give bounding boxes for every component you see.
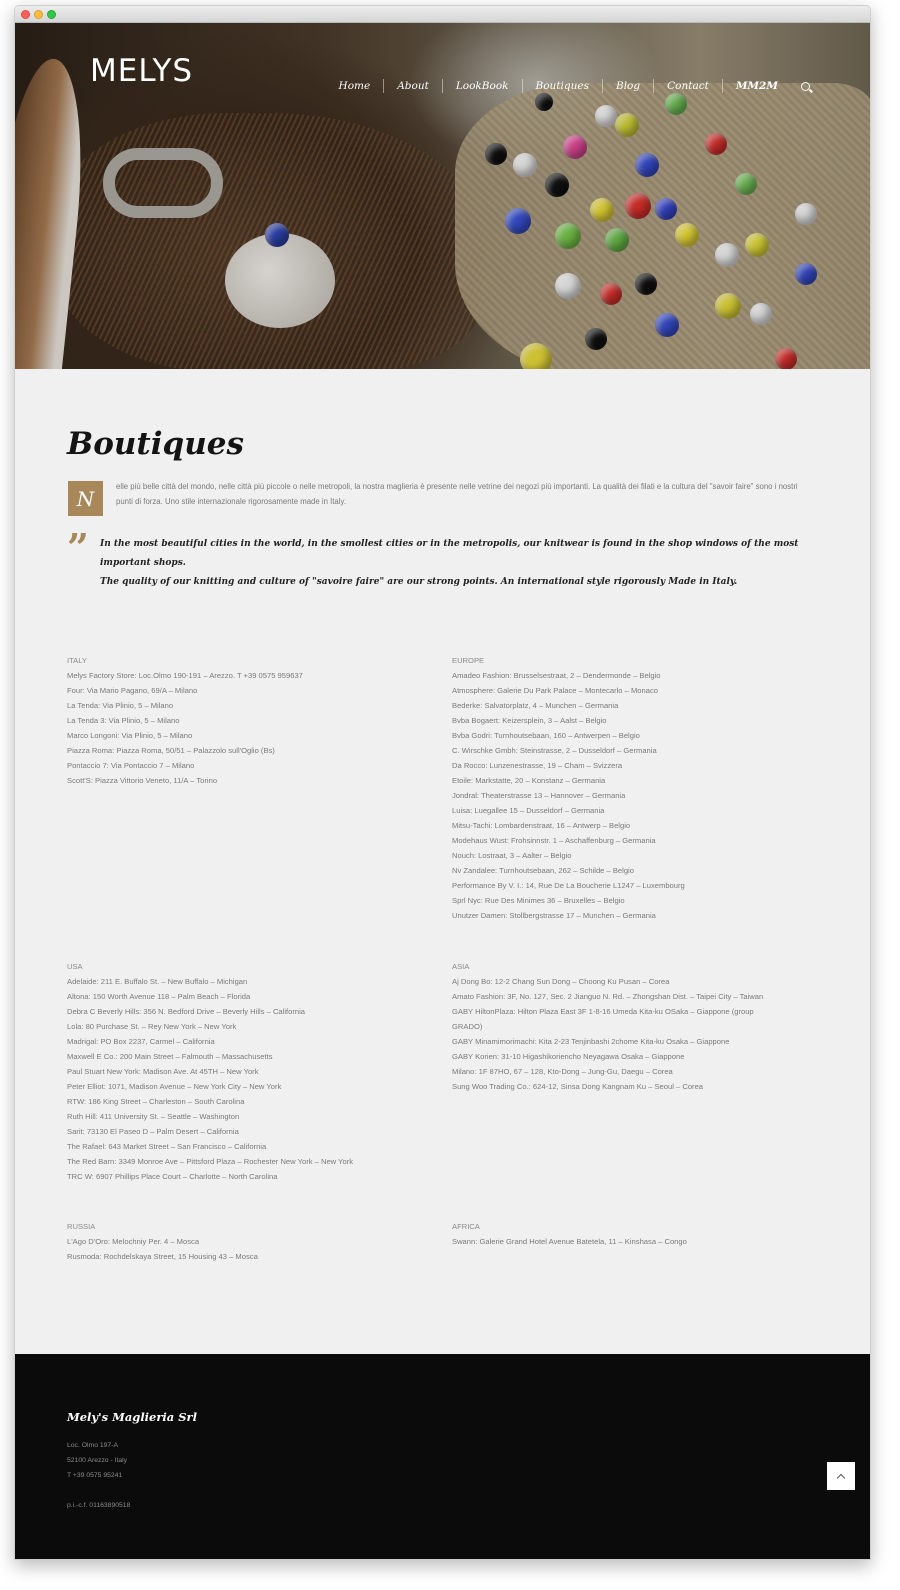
store-item: Swann: Galerie Grand Hotel Avenue Batetela, 11 – Kinshasa – Congo xyxy=(452,1237,687,1246)
store-item: GABY Korien: 31-10 Higashikoriencho Neyagawa Osaka – Giappone xyxy=(452,1052,685,1061)
store-list xyxy=(67,1234,437,1264)
store-item: Da Rocco: Lunzenestrasse, 19 – Cham – Svizzera xyxy=(452,761,623,770)
store-list xyxy=(67,668,437,788)
store-item: Piazza Roma: Piazza Roma, 50/51 – Palazzolo sull'Oglio (Bs) xyxy=(67,746,275,755)
store-item: GABY HiltonPlaza: Hilton Plaza East 3F 1-8-16 Umeda Kita-ku OSaka – Giappone (group xyxy=(452,1007,754,1016)
store-item: Sarit: 73130 El Paseo D – Palm Desert – California xyxy=(67,1127,239,1136)
store-item: Etoile: Markstatte, 20 – Konstanz – Germania xyxy=(452,776,606,785)
quote-icon: ” xyxy=(67,525,89,570)
store-list xyxy=(452,1234,822,1249)
store-item: Peter Elliot: 1071, Madison Avenue – New York City – New York xyxy=(67,1082,282,1091)
store-item: GABY Minamimorimachi: Kita 2-23 Tenjinbashi 2chome Kita-ku Osaka – Giappone xyxy=(452,1037,730,1046)
store-list xyxy=(452,974,822,1094)
store-item: Debra C Beverly Hills: 356 N. Bedford Drive – Beverly Hills – California xyxy=(67,1007,306,1016)
quote-line-1: In the most beautiful cities in the world, in the smollest cities or in the metropolis, our knitwear is found in the shop windows of the most important shops. xyxy=(100,539,799,568)
region-title: ITALY xyxy=(67,656,87,665)
page-title: Boutiques xyxy=(67,426,244,462)
store-item: Bederke: Salvatorplatz, 4 – Munchen – Germania xyxy=(452,701,619,710)
window-titlebar xyxy=(15,6,870,23)
store-item: TRC W: 6907 Phillips Place Court – Charlotte – North Carolina xyxy=(67,1172,278,1181)
footer-address-1: Loc. Olmo 197-A xyxy=(67,1442,118,1449)
search-icon[interactable] xyxy=(801,82,810,91)
store-item: La Tenda 3: Via Plinio, 5 – Milano xyxy=(67,716,180,725)
nav-home[interactable]: Home xyxy=(338,80,371,92)
region-europe xyxy=(452,653,822,923)
store-list xyxy=(67,974,437,1184)
chevron-up-icon xyxy=(837,1473,845,1481)
store-item: Atmosphere: Galerie Du Park Palace – Montecarlo – Monaco xyxy=(452,686,658,695)
store-item: Scott'S: Piazza Vittorio Veneto, 11/A – Torino xyxy=(67,776,218,785)
store-item: Bvba Bogaert: Keizersplein, 3 – Aalst – Belgio xyxy=(452,716,607,725)
region-title: EUROPE xyxy=(452,656,485,665)
company-name: Mely's Maglieria Srl xyxy=(67,1410,197,1424)
store-item: Melys Factory Store: Loc.Olmo 190-191 – Arezzo. T +39 0575 959637 xyxy=(67,671,303,680)
nav-blog[interactable]: Blog xyxy=(602,79,653,93)
region-africa xyxy=(452,1219,822,1249)
store-item: GRADO) xyxy=(452,1022,483,1031)
footer-vat: p.i.-c.f. 01163890518 xyxy=(67,1502,131,1509)
hero-header xyxy=(15,23,871,369)
store-item: Nv Zandalee: Turnhoutsebaan, 262 – Schilde – Belgio xyxy=(452,866,634,875)
nav-boutiques[interactable]: Boutiques xyxy=(522,79,602,93)
store-item: Performance By V. I.: 14, Rue De La Boucherie L1247 – Luxembourg xyxy=(452,881,685,890)
minimize-window-button[interactable] xyxy=(34,10,43,19)
quote-line-2: The quality of our knitting and culture of "savoire faire" are our strong points. An international style rigorously Made in Italy. xyxy=(100,577,738,587)
region-russia xyxy=(67,1219,437,1264)
store-item: Paul Stuart New York: Madison Ave. At 45TH – New York xyxy=(67,1067,259,1076)
store-item: Altona: 150 Worth Avenue 118 – Palm Beach – Florida xyxy=(67,992,251,1001)
store-item: The Rafael: 643 Market Street – San Francisco – California xyxy=(67,1142,267,1151)
store-item: Amato Fashion: 3F, No. 127, Sec. 2 Jianguo N. Rd. – Zhongshan Dist. – Taipei City – Taiwan xyxy=(452,992,764,1001)
region-title: USA xyxy=(67,962,83,971)
store-item: Rusmoda: Rochdelskaya Street, 15 Housing 43 – Mosca xyxy=(67,1252,258,1261)
store-item: C. Wirschke Gmbh: Steinstrasse, 2 – Dusseldorf – Germania xyxy=(452,746,657,755)
nav-lookbook[interactable]: LookBook xyxy=(442,79,522,93)
store-item: Sung Woo Trading Co.: 624-12, Sinsa Dong Kangnam Ku – Seoul – Corea xyxy=(452,1082,704,1091)
store-item: Maxwell E Co.: 200 Main Street – Falmouth – Massachusetts xyxy=(67,1052,273,1061)
store-list xyxy=(452,668,822,923)
store-item: Lola: 80 Purchase St. – Rey New York – New York xyxy=(67,1022,237,1031)
store-item: L'Ago D'Oro: Melochniy Per. 4 – Mosca xyxy=(67,1237,200,1246)
store-item: Sprl Nyc: Rue Des Minimes 36 – Bruxelles – Belgio xyxy=(452,896,625,905)
region-usa xyxy=(67,959,437,1184)
quote-block xyxy=(100,535,820,592)
store-item: Mitsu-Tachi: Lombardenstraat, 16 – Antwerp – Belgio xyxy=(452,821,631,830)
nav-mm2m[interactable]: MM2M xyxy=(722,79,791,93)
dropcap: N xyxy=(68,481,103,516)
store-item: Amadeo Fashion: Brusselsestraat, 2 – Dendermonde – Belgio xyxy=(452,671,661,680)
store-item: Aj Dong Bo: 12-2 Chang Sun Dong – Choong Ku Pusan – Corea xyxy=(452,977,670,986)
footer-address-2: 52100 Arezzo - Italy xyxy=(67,1457,128,1464)
nav-about[interactable]: About xyxy=(383,79,442,93)
region-italy xyxy=(67,653,437,788)
store-item: Bvba Godri: Turnhoutsebaan, 160 – Antwerpen – Belgio xyxy=(452,731,640,740)
region-title: RUSSIA xyxy=(67,1222,96,1231)
browser-window xyxy=(14,5,871,1560)
nav-contact[interactable]: Contact xyxy=(653,79,722,93)
store-item: RTW: 186 King Street – Charleston – South Carolina xyxy=(67,1097,245,1106)
store-item: La Tenda: Via Plinio, 5 – Milano xyxy=(67,701,174,710)
store-item: Modehaus Wust: Frohsinnstr. 1 – Aschaffenburg – Germania xyxy=(452,836,656,845)
store-item: The Red Barn: 3349 Monroe Ave – Pittsford Plaza – Rochester New York – New York xyxy=(67,1157,354,1166)
store-item: Nouch: Lostraat, 3 – Aalter – Belgio xyxy=(452,851,572,860)
site-footer xyxy=(15,1354,871,1560)
close-window-button[interactable] xyxy=(21,10,30,19)
site-logo[interactable]: MELYS xyxy=(90,53,194,89)
store-item: Adelaide: 211 E. Buffalo St. – New Buffalo – Michigan xyxy=(67,977,248,986)
store-item: Ruth Hill: 411 University St. – Seattle – Washington xyxy=(67,1112,240,1121)
store-item: Unutzer Damen: Stollbergstrasse 17 – Munchen – Germania xyxy=(452,911,656,920)
footer-phone: T +39 0575 95241 xyxy=(67,1472,123,1479)
store-item: Luisa: Luegallee 15 – Dusseldorf – Germania xyxy=(452,806,605,815)
back-to-top-button[interactable] xyxy=(827,1462,855,1490)
region-asia xyxy=(452,959,822,1094)
maximize-window-button[interactable] xyxy=(47,10,56,19)
region-title: ASIA xyxy=(452,962,470,971)
main-content xyxy=(15,369,871,1354)
store-item: Jondral: Theaterstrasse 13 – Hannover – Germania xyxy=(452,791,626,800)
store-item: Four: Via Mario Pagano, 69/A – Milano xyxy=(67,686,198,695)
intro-text: elle più belle città del mondo, nelle città più piccole o nelle metropoli, la nostra maglieria è presente nelle vetrine dei negozi più importanti. La qualità dei filati e la cultura del "savoir faire" sono i nostri punti di forza. Uno stile internazionale rigorosamente made in Italy. xyxy=(116,482,798,506)
region-title: AFRICA xyxy=(452,1222,480,1231)
store-item: Madrigal: PO Box 2237, Carmel – California xyxy=(67,1037,215,1046)
store-item: Pontaccio 7: Via Pontaccio 7 – Milano xyxy=(67,761,195,770)
store-item: Milano: 1F 87HO, 67 – 128, Kto-Dong – Jung-Gu, Daegu – Corea xyxy=(452,1067,673,1076)
main-nav xyxy=(326,79,810,93)
store-item: Marco Longoni: Via Plinio, 5 – Milano xyxy=(67,731,193,740)
